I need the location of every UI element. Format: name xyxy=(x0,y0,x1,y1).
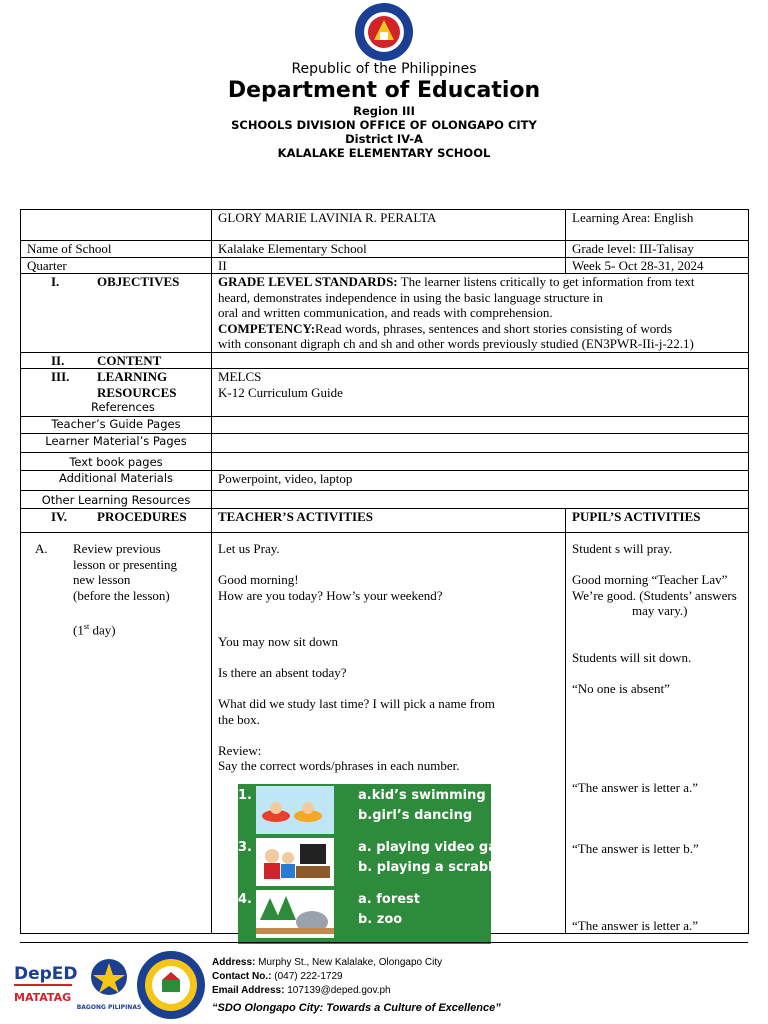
department-title: Department of Education xyxy=(227,78,541,103)
learning-area: Learning Area: English xyxy=(566,210,749,241)
table-row xyxy=(21,453,749,471)
empty-cell xyxy=(21,210,212,241)
table-row xyxy=(21,352,749,369)
table-row xyxy=(21,434,749,453)
deped-seal-icon xyxy=(352,2,416,62)
swimming-kids-icon xyxy=(256,786,334,834)
content-label: II. CONTENT xyxy=(21,352,212,369)
deped-matatag-logo xyxy=(12,957,78,1011)
svg-text:BAGONG PILIPINAS: BAGONG PILIPINAS xyxy=(76,1004,142,1011)
resources-value: MELCS K-12 Curriculum Guide xyxy=(212,369,749,417)
pupil-activities-cell: Student s will pray. Good morning “Teacher Lav” We’re good. (Students’ answers may vary.) Students will sit down. “No one is absent” “The answer is letter a.” “The answer is letter b.” “The answer is letter a.” xyxy=(566,533,749,934)
school-label: Name of School xyxy=(21,241,212,258)
learners-material-label: Learner Material’s Pages xyxy=(21,434,212,453)
review-item: 4. a. forest b. zoo xyxy=(238,888,491,940)
objectives-content: GRADE LEVEL STANDARDS: The learner listens critically to get information from text heard, demonstrates independence in using the basic language structure in oral and written communication, and reads with comprehension. COMPETENCY:Read words, phrases, sentences and short stories consisting of words with consonant digraph ch and sh and other words previously studied (EN3PWR-IIi-j-22.1) xyxy=(212,274,749,353)
division-text: SCHOOLS DIVISION OFFICE OF OLONGAPO CITY xyxy=(231,118,537,132)
lesson-plan-table xyxy=(20,209,749,934)
empty-cell xyxy=(212,434,749,453)
table-row xyxy=(21,210,749,241)
teacher-activities-header: TEACHER’S ACTIVITIES xyxy=(212,509,566,533)
footer-email: Email Address: 107139@deped.gov.ph xyxy=(212,985,391,996)
procedure-step-a: A. Review previous lesson or presenting new lesson (before the lesson) (1st day) xyxy=(21,533,212,934)
svg-text:DepED: DepED xyxy=(14,964,78,984)
school-header-text: KALALAKE ELEMENTARY SCHOOL xyxy=(277,146,491,160)
video-game-icon xyxy=(256,838,334,886)
quarter-label: Quarter xyxy=(21,257,212,274)
svg-text:MATATAG: MATATAG xyxy=(14,991,72,1004)
table-row xyxy=(21,509,749,533)
content-value xyxy=(212,352,749,369)
teacher-activities-cell: Let us Pray. Good morning! How are you today? How’s your weekend? You may now sit down Is there an absent today? What did we study last time? I will pick a name from the box. Review: Say the correct words/phrases in each number. 1. a.kid’s swimming b.girl’s dancing 3. a. playing video games b. playing a scrabble 4. a. forest b. zoo xyxy=(212,533,566,934)
pupil-activities-header: PUPIL’S ACTIVITIES xyxy=(566,509,749,533)
teacher-name: GLORY MARIE LAVINIA R. PERALTA xyxy=(212,210,566,241)
district-text: District IV-A xyxy=(345,132,423,146)
table-row xyxy=(21,257,749,274)
additional-materials-label: Additional Materials xyxy=(21,471,212,491)
school-value: Kalalake Elementary School xyxy=(212,241,566,258)
footer-divider xyxy=(20,942,748,943)
republic-text: Republic of the Philippines xyxy=(291,61,477,77)
zoo-animals-icon xyxy=(256,890,334,938)
table-row xyxy=(21,417,749,434)
quarter-value: II xyxy=(212,257,566,274)
grade-level: Grade level: III-Talisay xyxy=(566,241,749,258)
resources-label: III. LEARNING RESOURCES References xyxy=(21,369,212,417)
procedures-label: IV. PROCEDURES xyxy=(21,509,212,533)
table-row xyxy=(21,471,749,491)
empty-cell xyxy=(212,491,749,509)
review-item: 1. a.kid’s swimming b.girl’s dancing xyxy=(238,784,491,836)
bagong-pilipinas-logo xyxy=(76,955,142,1013)
additional-materials-value: Powerpoint, video, laptop xyxy=(212,471,749,491)
footer-motto: “SDO Olongapo City: Towards a Culture of Excellence” xyxy=(212,1002,501,1014)
table-row xyxy=(21,274,749,353)
week-value: Week 5- Oct 28-31, 2024 xyxy=(566,257,749,274)
table-row xyxy=(21,241,749,258)
kalalake-school-seal-icon xyxy=(136,950,206,1020)
region-text: Region III xyxy=(353,104,415,118)
table-row xyxy=(21,491,749,509)
review-item: 3. a. playing video games b. playing a scrabble xyxy=(238,836,491,888)
other-resources-label: Other Learning Resources xyxy=(21,491,212,509)
review-image xyxy=(238,784,528,944)
empty-cell xyxy=(212,453,749,471)
table-row xyxy=(21,533,749,934)
table-row xyxy=(21,369,749,417)
footer-contact: Contact No.: (047) 222-1729 xyxy=(212,971,343,982)
objectives-label: I. OBJECTIVES xyxy=(21,274,212,353)
footer-address: Address: Murphy St., New Kalalake, Olongapo City xyxy=(212,957,443,968)
empty-cell xyxy=(212,417,749,434)
textbook-label: Text book pages xyxy=(21,453,212,471)
teachers-guide-label: Teacher’s Guide Pages xyxy=(21,417,212,434)
